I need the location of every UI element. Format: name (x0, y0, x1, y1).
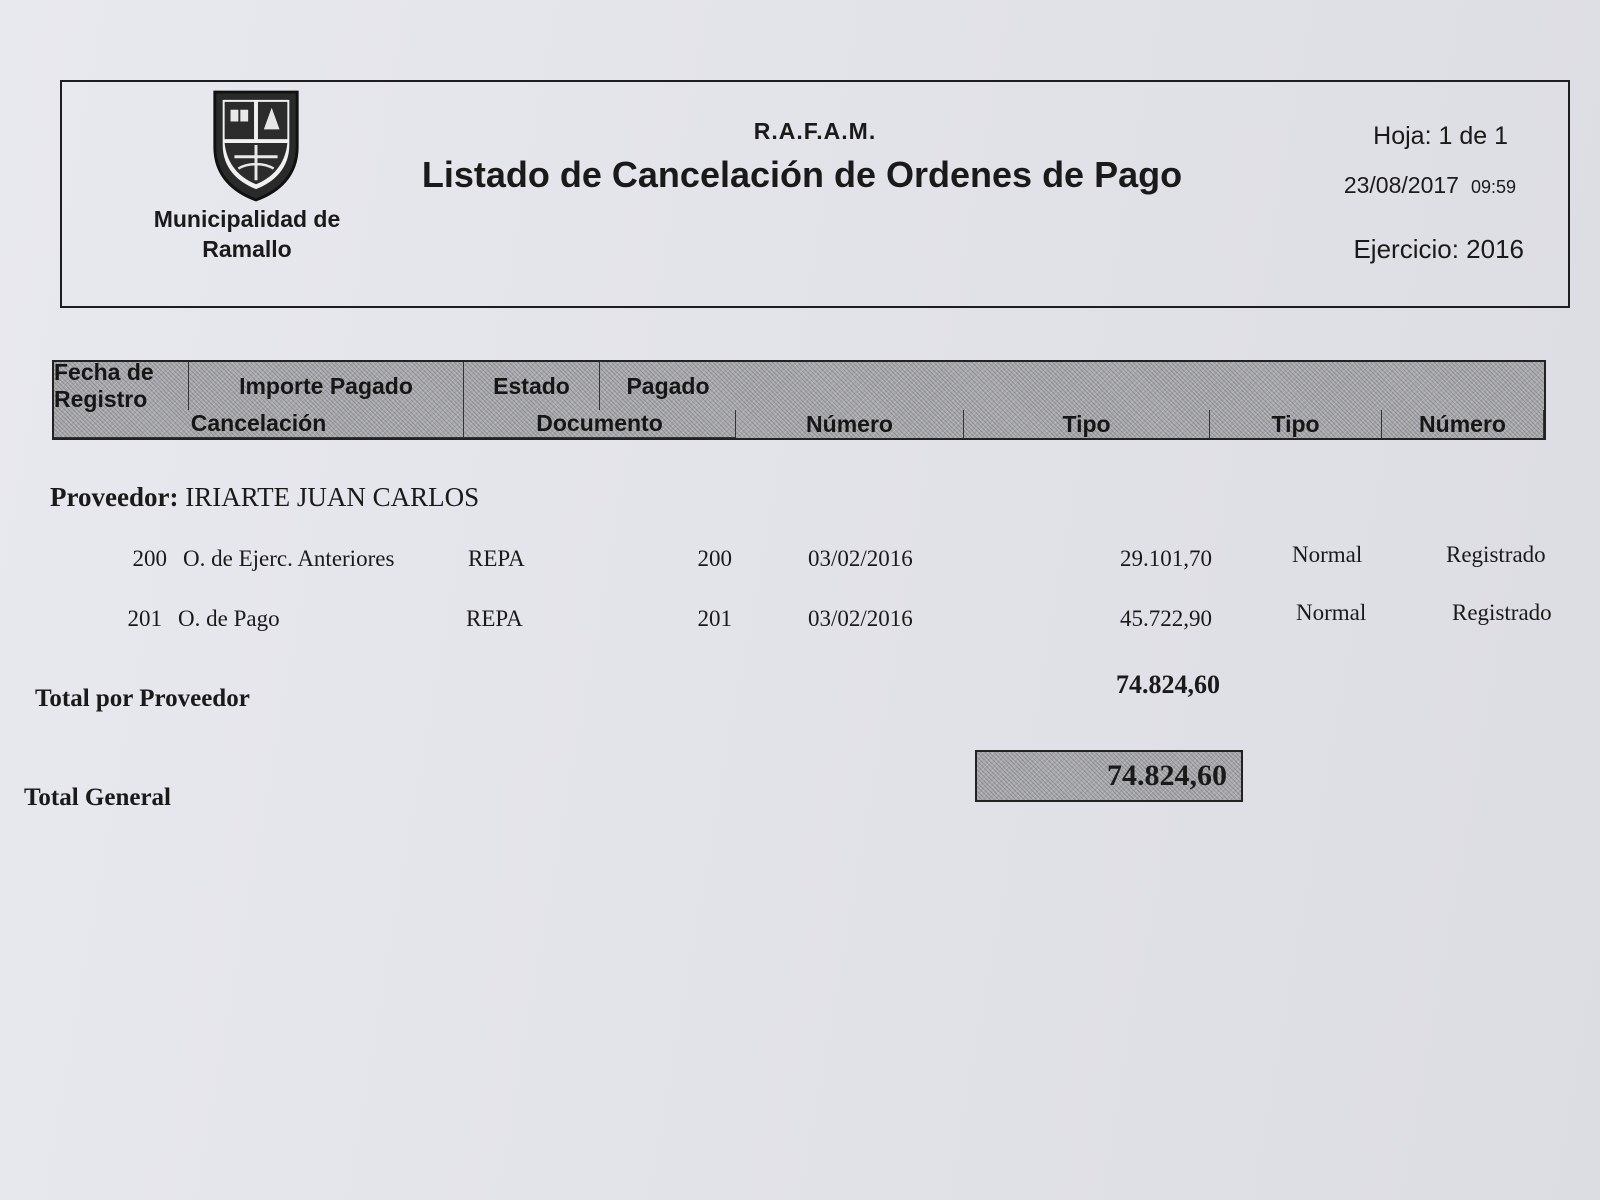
page-counter: Hoja: 1 de 1 (1373, 122, 1508, 150)
column-estado: Estado (464, 362, 600, 410)
row-numero: 201 (127, 606, 162, 631)
total-provider-value: 74.824,60 (1116, 670, 1220, 699)
row-estado: Normal (1296, 600, 1367, 625)
municipal-crest-icon (207, 86, 305, 204)
row-tipo: O. de Ejerc. Anteriores (183, 546, 395, 571)
column-fecha-registro: Fecha de Registro (54, 362, 189, 410)
column-header-band (52, 360, 1546, 440)
row-importe: 45.722,90 (1120, 606, 1212, 631)
report-date: 23/08/2017 (1343, 172, 1459, 198)
row-doc-numero: 201 (697, 606, 732, 631)
column-cancelacion-tipo: Tipo (964, 410, 1210, 438)
municipality-name: Municipalidad de Ramallo (153, 206, 341, 262)
fiscal-year: Ejercicio: 2016 (1353, 234, 1524, 264)
provider-name: IRIARTE JUAN CARLOS (185, 482, 480, 512)
total-general-value: 74.824,60 (975, 750, 1243, 802)
provider-label: Proveedor: (50, 482, 179, 512)
row-importe: 29.101,70 (1120, 546, 1212, 571)
column-importe-pagado: Importe Pagado (189, 362, 464, 410)
column-cancelacion-numero: Número (736, 410, 964, 438)
row-doc-tipo: REPA (468, 546, 525, 571)
report-time: 09:59 (1470, 177, 1516, 197)
report-title: Listado de Cancelación de Ordenes de Pago (421, 154, 1183, 195)
row-numero: 200 (132, 546, 167, 571)
row-estado: Normal (1292, 542, 1363, 567)
column-pagado: Pagado (626, 372, 710, 399)
report-header (60, 80, 1570, 308)
total-provider-label: Total por Proveedor (35, 685, 250, 712)
row-tipo: O. de Pago (178, 606, 280, 631)
row-fecha: 03/02/2016 (808, 546, 913, 571)
row-pagado: Registrado (1446, 542, 1546, 567)
column-group-documento: Documento (464, 410, 736, 438)
total-general-label: Total General (24, 784, 171, 811)
row-fecha: 03/02/2016 (808, 606, 913, 631)
row-doc-tipo: REPA (466, 606, 523, 631)
row-pagado: Registrado (1452, 600, 1552, 625)
report-datetime (1344, 172, 1516, 199)
column-group-cancelacion: Cancelación (54, 410, 464, 438)
provider-line (50, 482, 479, 513)
system-name: R.A.F.A.M. (753, 118, 877, 144)
column-documento-tipo: Tipo (1210, 410, 1382, 438)
row-doc-numero: 200 (697, 546, 732, 571)
column-documento-numero: Número (1382, 410, 1544, 438)
